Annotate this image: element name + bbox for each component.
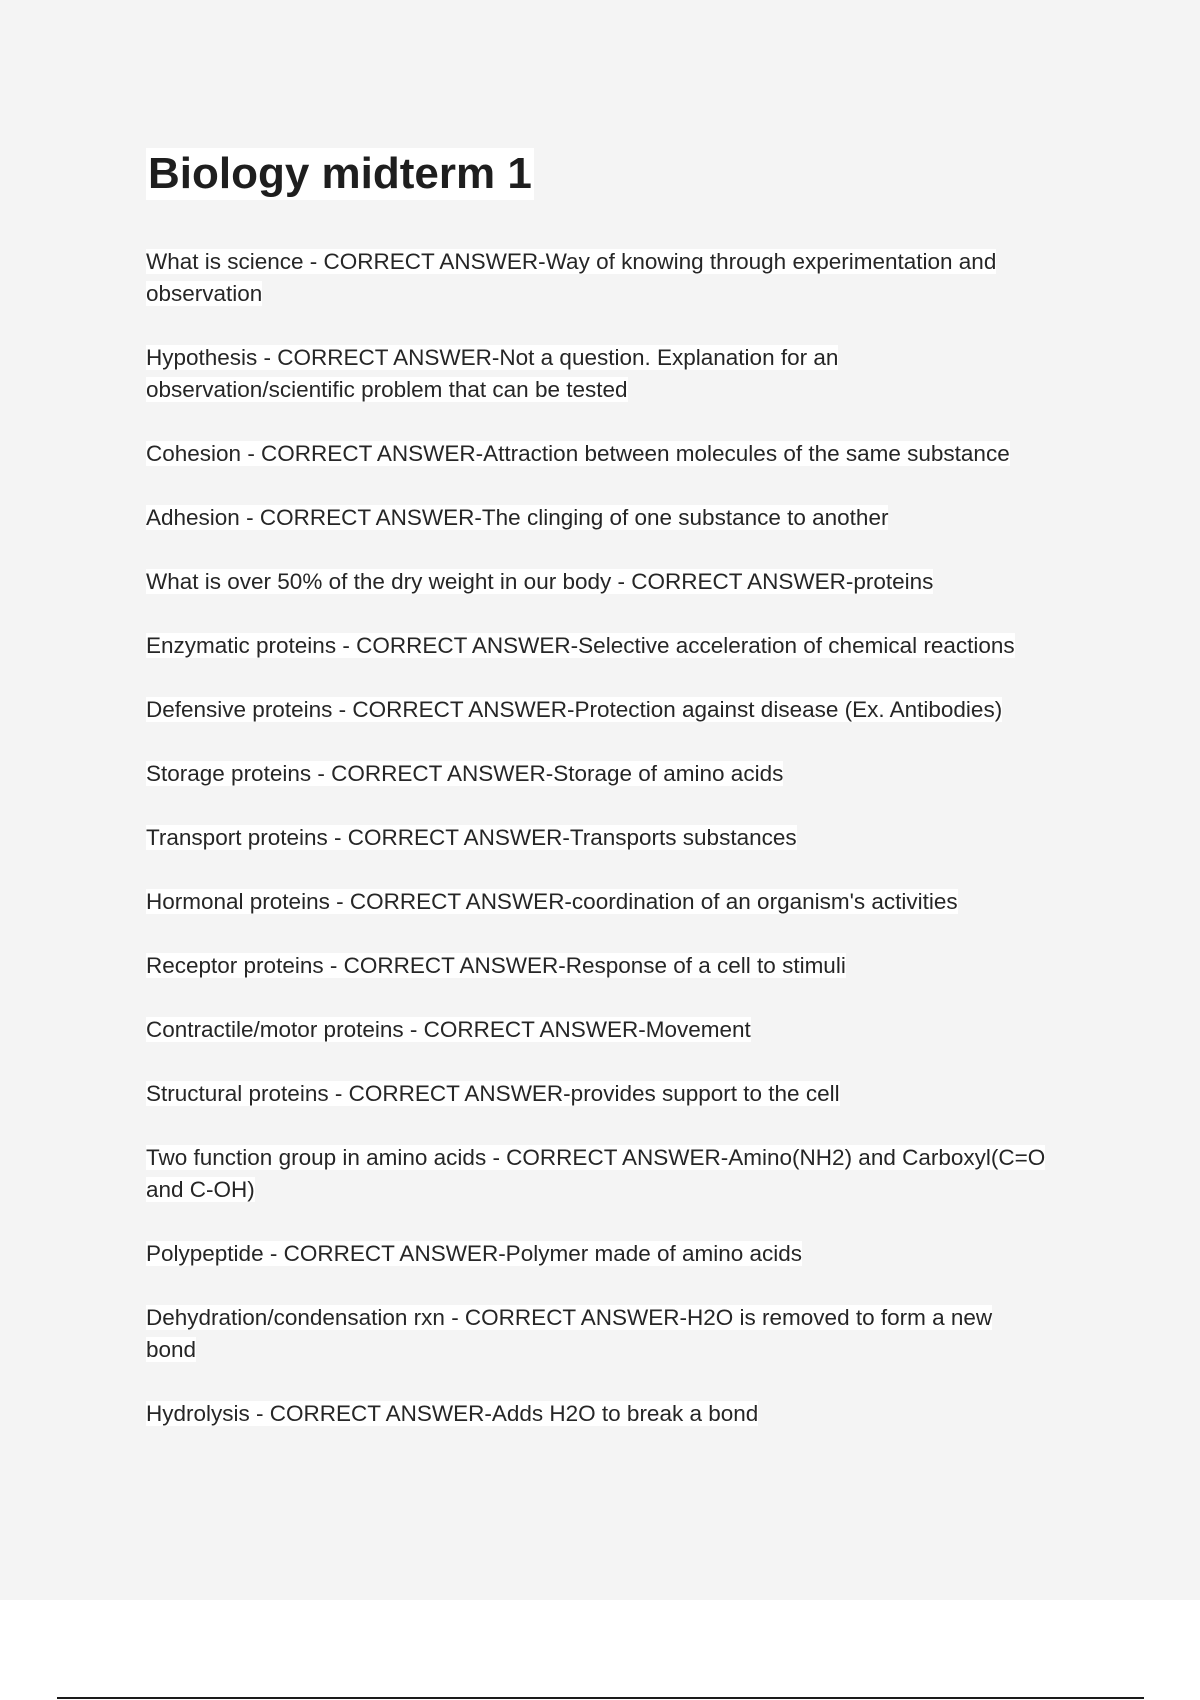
qa-text: Cohesion - CORRECT ANSWER-Attraction between molecules of the same substance	[146, 441, 1010, 466]
qa-list	[146, 246, 1046, 1430]
qa-text: Hormonal proteins - CORRECT ANSWER-coordination of an organism's activities	[146, 889, 958, 914]
qa-item	[146, 758, 1046, 790]
document-content	[146, 148, 1046, 1462]
qa-text: Receptor proteins - CORRECT ANSWER-Response of a cell to stimuli	[146, 953, 846, 978]
qa-text: Enzymatic proteins - CORRECT ANSWER-Selective acceleration of chemical reactions	[146, 633, 1015, 658]
qa-item	[146, 1302, 1046, 1366]
qa-text: Hypothesis - CORRECT ANSWER-Not a question. Explanation for an observation/scientific problem that can be tested	[146, 345, 839, 402]
qa-item	[146, 502, 1046, 534]
qa-item	[146, 246, 1046, 310]
qa-item	[146, 1014, 1046, 1046]
qa-text: Dehydration/condensation rxn - CORRECT ANSWER-H2O is removed to form a new bond	[146, 1305, 993, 1362]
qa-item	[146, 1142, 1046, 1206]
qa-text: Defensive proteins - CORRECT ANSWER-Protection against disease (Ex. Antibodies)	[146, 697, 1003, 722]
footer-divider	[57, 1697, 1144, 1699]
qa-item	[146, 822, 1046, 854]
qa-item	[146, 950, 1046, 982]
qa-item	[146, 694, 1046, 726]
qa-text: Transport proteins - CORRECT ANSWER-Transports substances	[146, 825, 797, 850]
qa-text: Contractile/motor proteins - CORRECT ANSWER-Movement	[146, 1017, 751, 1042]
qa-item	[146, 1078, 1046, 1110]
qa-item	[146, 886, 1046, 918]
qa-text: Storage proteins - CORRECT ANSWER-Storage of amino acids	[146, 761, 784, 786]
qa-text: What is over 50% of the dry weight in our body - CORRECT ANSWER-proteins	[146, 569, 934, 594]
qa-item	[146, 566, 1046, 598]
qa-text: What is science - CORRECT ANSWER-Way of knowing through experimentation and observation	[146, 249, 997, 306]
qa-text: Structural proteins - CORRECT ANSWER-provides support to the cell	[146, 1081, 840, 1106]
qa-item	[146, 1398, 1046, 1430]
page-title: Biology midterm 1	[148, 149, 532, 198]
qa-text: Hydrolysis - CORRECT ANSWER-Adds H2O to break a bond	[146, 1401, 759, 1426]
qa-item	[146, 630, 1046, 662]
qa-item	[146, 1238, 1046, 1270]
qa-text: Adhesion - CORRECT ANSWER-The clinging of one substance to another	[146, 505, 889, 530]
qa-item	[146, 342, 1046, 406]
qa-item	[146, 438, 1046, 470]
qa-text: Two function group in amino acids - CORRECT ANSWER-Amino(NH2) and Carboxyl(C=O and C-OH)	[146, 1145, 1046, 1202]
qa-text: Polypeptide - CORRECT ANSWER-Polymer made of amino acids	[146, 1241, 803, 1266]
